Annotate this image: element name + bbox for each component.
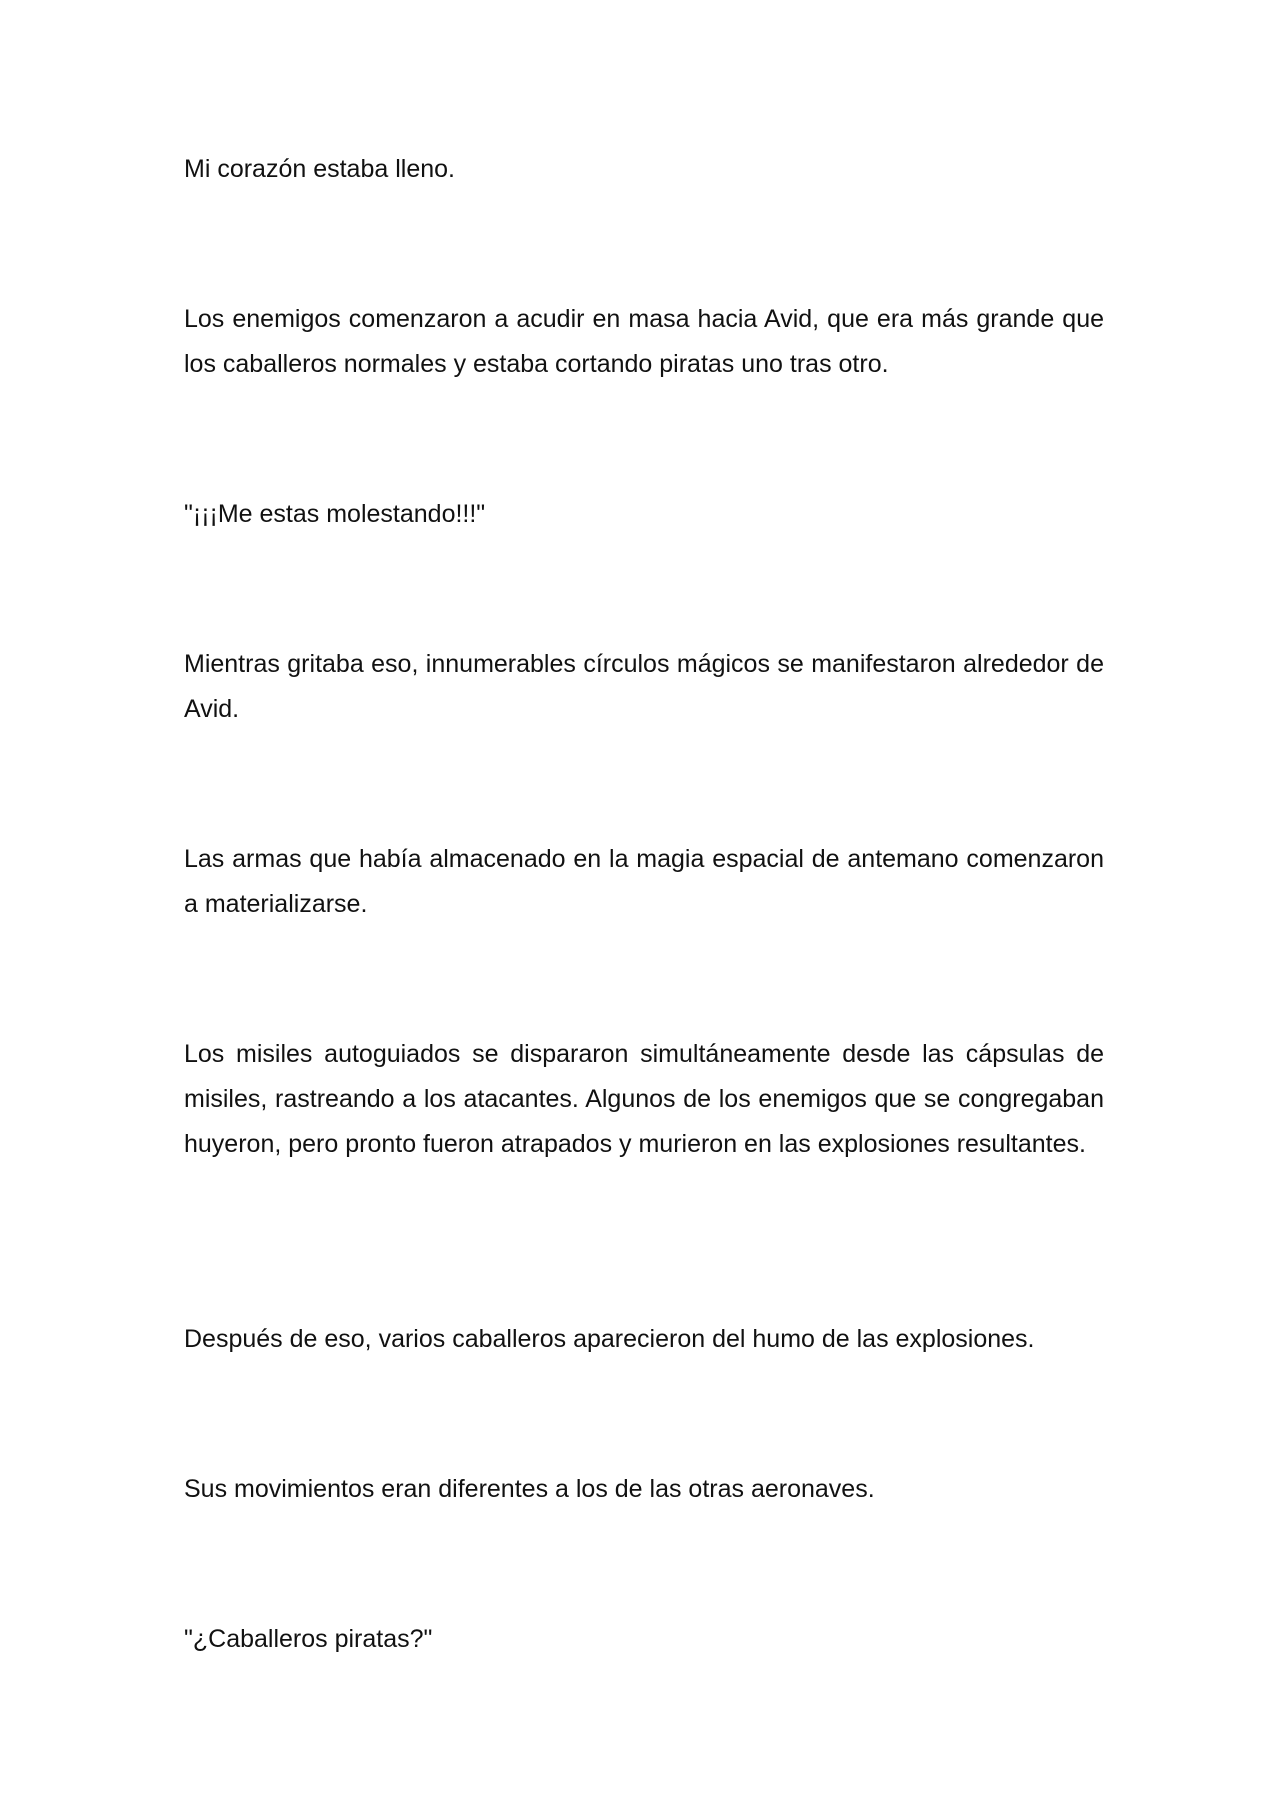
paragraph-8: Sus movimientos eran diferentes a los de las otras aeronaves. [184, 1475, 875, 1503]
paragraph-6: Los misiles autoguiados se dispararon simultáneamente desde las cápsulas de misiles, rastreando a los atacantes. Algunos de los enemigos que se congregaban huyeron, pero pronto fueron atrapados y murieron en las explosiones resultantes. [184, 1040, 1104, 1158]
paragraph-9: "¿Caballeros piratas?" [184, 1625, 433, 1653]
paragraph-4: Mientras gritaba eso, innumerables círculos mágicos se manifestaron alrededor de Avid. [184, 650, 1104, 723]
paragraph-7: Después de eso, varios caballeros aparecieron del humo de las explosiones. [184, 1325, 1035, 1353]
paragraph-5: Las armas que había almacenado en la magia espacial de antemano comenzaron a materializarse. [184, 845, 1104, 918]
paragraph-1: Mi corazón estaba lleno. [184, 155, 455, 183]
paragraph-3: "¡¡¡Me estas molestando!!!" [184, 500, 486, 528]
paragraph-2: Los enemigos comenzaron a acudir en masa hacia Avid, que era más grande que los caballeros normales y estaba cortando piratas uno tras otro. [184, 305, 1104, 378]
